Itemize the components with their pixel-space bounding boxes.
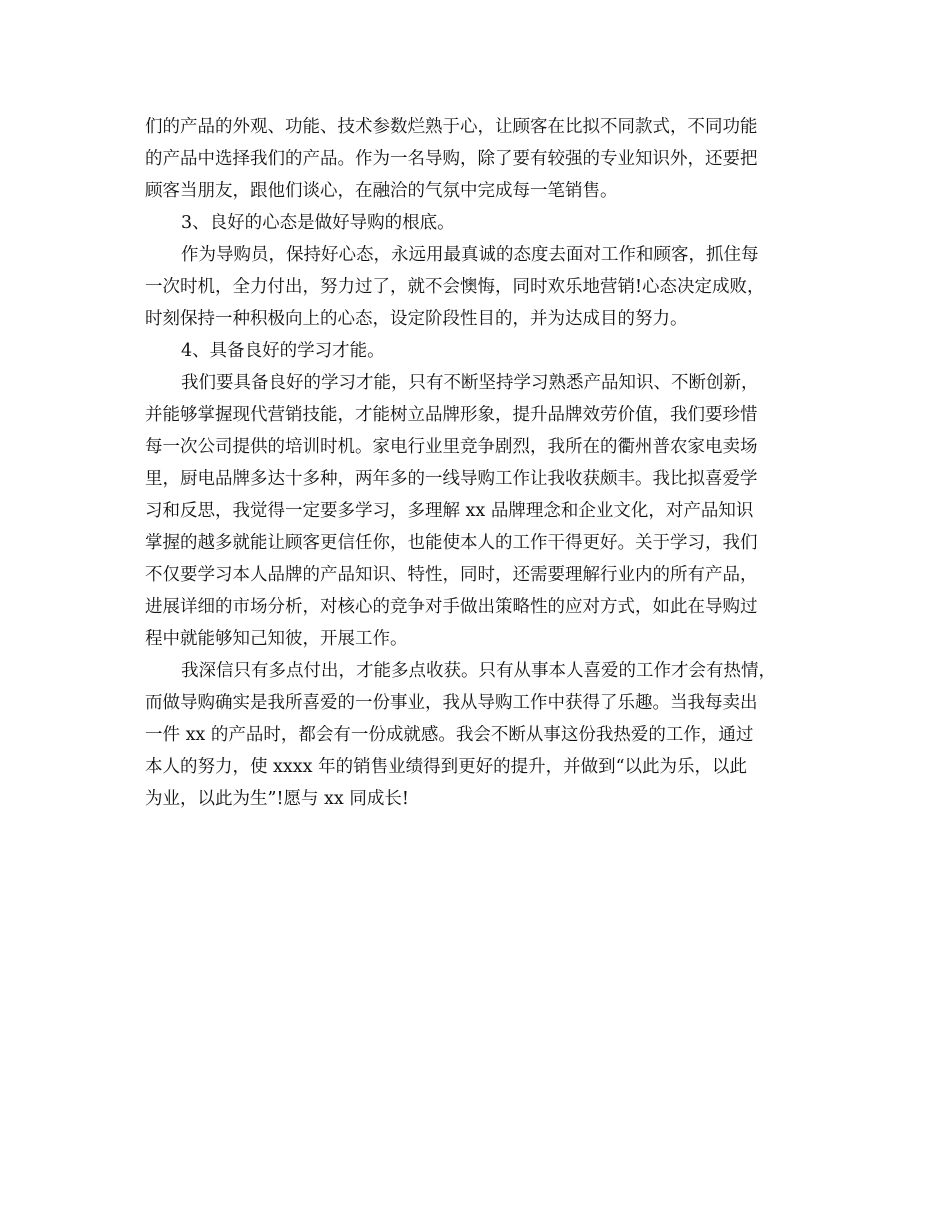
text-line: 的产品中选择我们的产品。作为一名导购，除了要有较强的专业知识外，还要把 bbox=[145, 149, 758, 169]
text-line: 本人的努力，使 xxxx 年的销售业绩得到更好的提升，并做到“以此为乐，以此 bbox=[145, 757, 748, 777]
text-line: 程中就能够知己知彼，开展工作。 bbox=[145, 629, 408, 649]
body-text bbox=[145, 111, 825, 815]
text-line: 为业，以此为生”!愿与 xx 同成长! bbox=[145, 789, 409, 809]
text-line: 不仅要学习本人品牌的产品知识、特性，同时，还需要理解行业内的所有产品， bbox=[145, 565, 758, 585]
text-line: 顾客当朋友，跟他们谈心，在融洽的气氛中完成每一笔销售。 bbox=[145, 181, 618, 201]
text-line: 每一次公司提供的培训时机。家电行业里竞争剧烈，我所在的衢州普农家电卖场 bbox=[145, 437, 758, 457]
text-line: 习和反思，我觉得一定要多学习，多理解 xx 品牌理念和企业文化，对产品知识 bbox=[145, 501, 754, 521]
text-line: 时刻保持一种积极向上的心态，设定阶段性目的，并为达成目的努力。 bbox=[145, 309, 688, 329]
text-line: 我们要具备良好的学习才能，只有不断坚持学习熟悉产品知识、不断创新， bbox=[181, 373, 759, 393]
text-line: 并能够掌握现代营销技能，才能树立品牌形象，提升品牌效劳价值，我们要珍惜 bbox=[145, 405, 758, 425]
text-line: 我深信只有多点付出，才能多点收获。只有从事本人喜爱的工作才会有热情， bbox=[181, 661, 776, 681]
text-line: 进展详细的市场分析，对核心的竞争对手做出策略性的应对方式，如此在导购过 bbox=[145, 597, 758, 617]
text-line: 作为导购员，保持好心态，永远用最真诚的态度去面对工作和顾客，抓住每 bbox=[181, 245, 759, 265]
text-line: 一次时机，全力付出，努力过了，就不会懊悔，同时欢乐地营销!心态决定成败， bbox=[145, 277, 765, 297]
section-heading: 3、良好的心态是做好导购的根底。 bbox=[181, 213, 455, 233]
text-line: 一件 xx 的产品时，都会有一份成就感。我会不断从事这份我热爱的工作，通过 bbox=[145, 725, 754, 745]
text-line: 而做导购确实是我所喜爱的一份事业，我从导购工作中获得了乐趣。当我每卖出 bbox=[145, 693, 758, 713]
text-line: 们的产品的外观、功能、技术参数烂熟于心，让顾客在比拟不同款式，不同功能 bbox=[145, 117, 758, 137]
text-line: 里，厨电品牌多达十多种，两年多的一线导购工作让我收获颇丰。我比拟喜爱学 bbox=[145, 469, 758, 489]
text-line: 掌握的越多就能让顾客更信任你，也能使本人的工作干得更好。关于学习，我们 bbox=[145, 533, 758, 553]
section-heading: 4、具备良好的学习才能。 bbox=[181, 341, 385, 361]
